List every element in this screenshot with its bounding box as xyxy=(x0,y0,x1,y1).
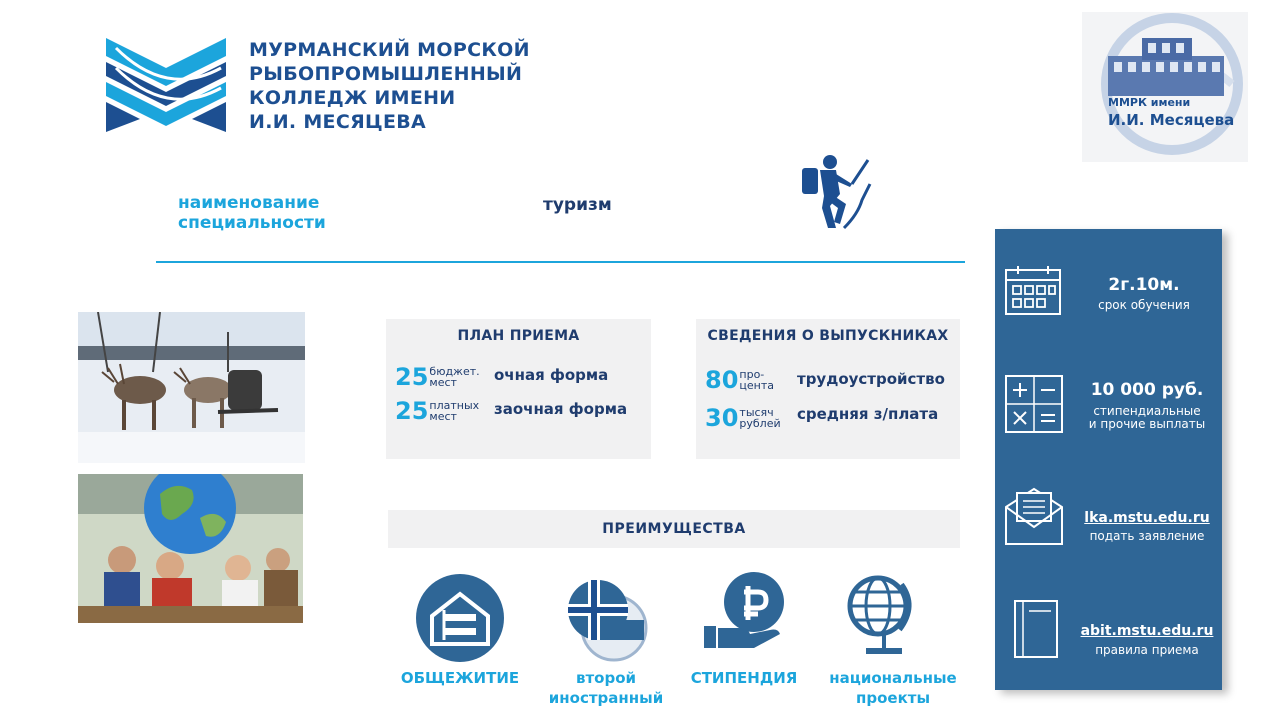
college-name-line: МУРМАНСКИЙ МОРСКОЙ xyxy=(249,39,530,61)
college-name-line: РЫБОПРОМЫШЛЕННЫЙ xyxy=(249,63,523,85)
plan-row xyxy=(395,363,480,391)
graduates-unit-line1: про- xyxy=(739,368,765,381)
plan-unit-line1: бюджет. xyxy=(429,365,480,378)
graduates-unit-line2: цента xyxy=(739,379,775,392)
ruble-hand-icon xyxy=(700,570,792,662)
document-icon xyxy=(1013,599,1059,659)
duration-value: 2г.10м. xyxy=(1108,275,1180,295)
emblem-line1: ММРК имени xyxy=(1108,96,1191,109)
duration-caption: срок обучения xyxy=(1098,298,1190,312)
advantages-bar xyxy=(388,510,960,548)
graduates-number: 30 xyxy=(705,404,739,432)
graduates-text: трудоустройство xyxy=(797,370,945,388)
specialty-label-line2: специальности xyxy=(178,213,326,233)
advantages-title: ПРЕИМУЩЕСТВА xyxy=(602,521,746,537)
graduates-number: 80 xyxy=(705,366,739,394)
advantage-label-line2: проекты xyxy=(855,689,931,707)
advantage-label-line1: СТИПЕНДИЯ xyxy=(690,669,798,687)
flags-language-icon xyxy=(562,576,654,668)
graduates-unit-line2: рублей xyxy=(739,417,781,430)
plan-unit-line2: мест xyxy=(429,410,457,423)
admission-plan-box xyxy=(386,319,651,459)
section-divider xyxy=(156,261,965,263)
emblem-line2: И.И. Месяцева xyxy=(1108,111,1235,129)
graduates-text: средняя з/плата xyxy=(797,405,939,423)
payments-caption-line1: стипендиальные xyxy=(1093,404,1201,418)
plan-unit xyxy=(429,366,479,388)
advantage-dormitory-label xyxy=(394,668,526,688)
hiker-icon xyxy=(800,154,872,230)
payments-caption xyxy=(1077,405,1217,431)
graduates-title: СВЕДЕНИЯ О ВЫПУСКНИКАХ xyxy=(707,328,949,344)
college-name-line: И.И. МЕСЯЦЕВА xyxy=(249,111,427,133)
plan-text: очная форма xyxy=(494,366,609,384)
calculator-icon xyxy=(1005,375,1063,433)
plan-unit xyxy=(429,400,479,422)
plan-text: заочная форма xyxy=(494,400,628,418)
college-name-line: КОЛЛЕДЖ ИМЕНИ xyxy=(249,87,456,109)
apply-caption: подать заявление xyxy=(1089,529,1205,543)
payments-value: 10 000 руб. xyxy=(1090,380,1204,400)
rules-link[interactable]: abit.mstu.edu.ru xyxy=(1080,623,1214,639)
specialty-label xyxy=(178,193,326,233)
apply-link[interactable]: lka.mstu.edu.ru xyxy=(1084,510,1210,526)
emblem-caption xyxy=(1108,96,1234,129)
advantage-label-line2: иностранный xyxy=(548,689,664,707)
advantage-language-label xyxy=(536,668,676,708)
college-emblem xyxy=(1082,12,1248,162)
payments-caption-line2: и прочие выплаты xyxy=(1088,417,1206,431)
plan-number: 25 xyxy=(395,397,429,425)
admission-plan-title: ПЛАН ПРИЕМА xyxy=(457,328,580,344)
reindeer-photo xyxy=(78,312,305,463)
rules-caption: правила приема xyxy=(1095,643,1199,657)
graduates-box xyxy=(696,319,960,459)
college-name xyxy=(249,38,530,134)
specialty-label-line1: наименование xyxy=(178,193,320,213)
calendar-icon xyxy=(1004,266,1062,316)
graduates-unit-line1: тысяч xyxy=(739,406,774,419)
advantage-scholarship-label xyxy=(680,668,808,688)
advantage-label-line1: национальные xyxy=(829,669,957,687)
graduates-unit xyxy=(739,407,780,429)
plan-unit-line2: мест xyxy=(429,376,457,389)
graduates-unit xyxy=(739,369,774,391)
advantage-label-line1: ОБЩЕЖИТИЕ xyxy=(400,669,520,687)
plan-unit-line1: платных xyxy=(429,399,480,412)
advantage-label-line1: второй xyxy=(575,669,637,687)
dormitory-icon xyxy=(414,572,506,664)
students-globe-photo xyxy=(78,474,303,623)
advantage-projects-label xyxy=(822,668,964,708)
globe-icon xyxy=(838,572,930,664)
info-sidebar xyxy=(995,229,1222,690)
college-logo xyxy=(106,38,226,132)
envelope-icon xyxy=(1005,487,1063,545)
graduates-row xyxy=(705,404,781,432)
plan-row xyxy=(395,397,479,425)
graduates-row xyxy=(705,366,774,394)
plan-number: 25 xyxy=(395,363,429,391)
building-globe-icon xyxy=(1082,12,1248,162)
specialty-value: туризм xyxy=(543,195,612,215)
